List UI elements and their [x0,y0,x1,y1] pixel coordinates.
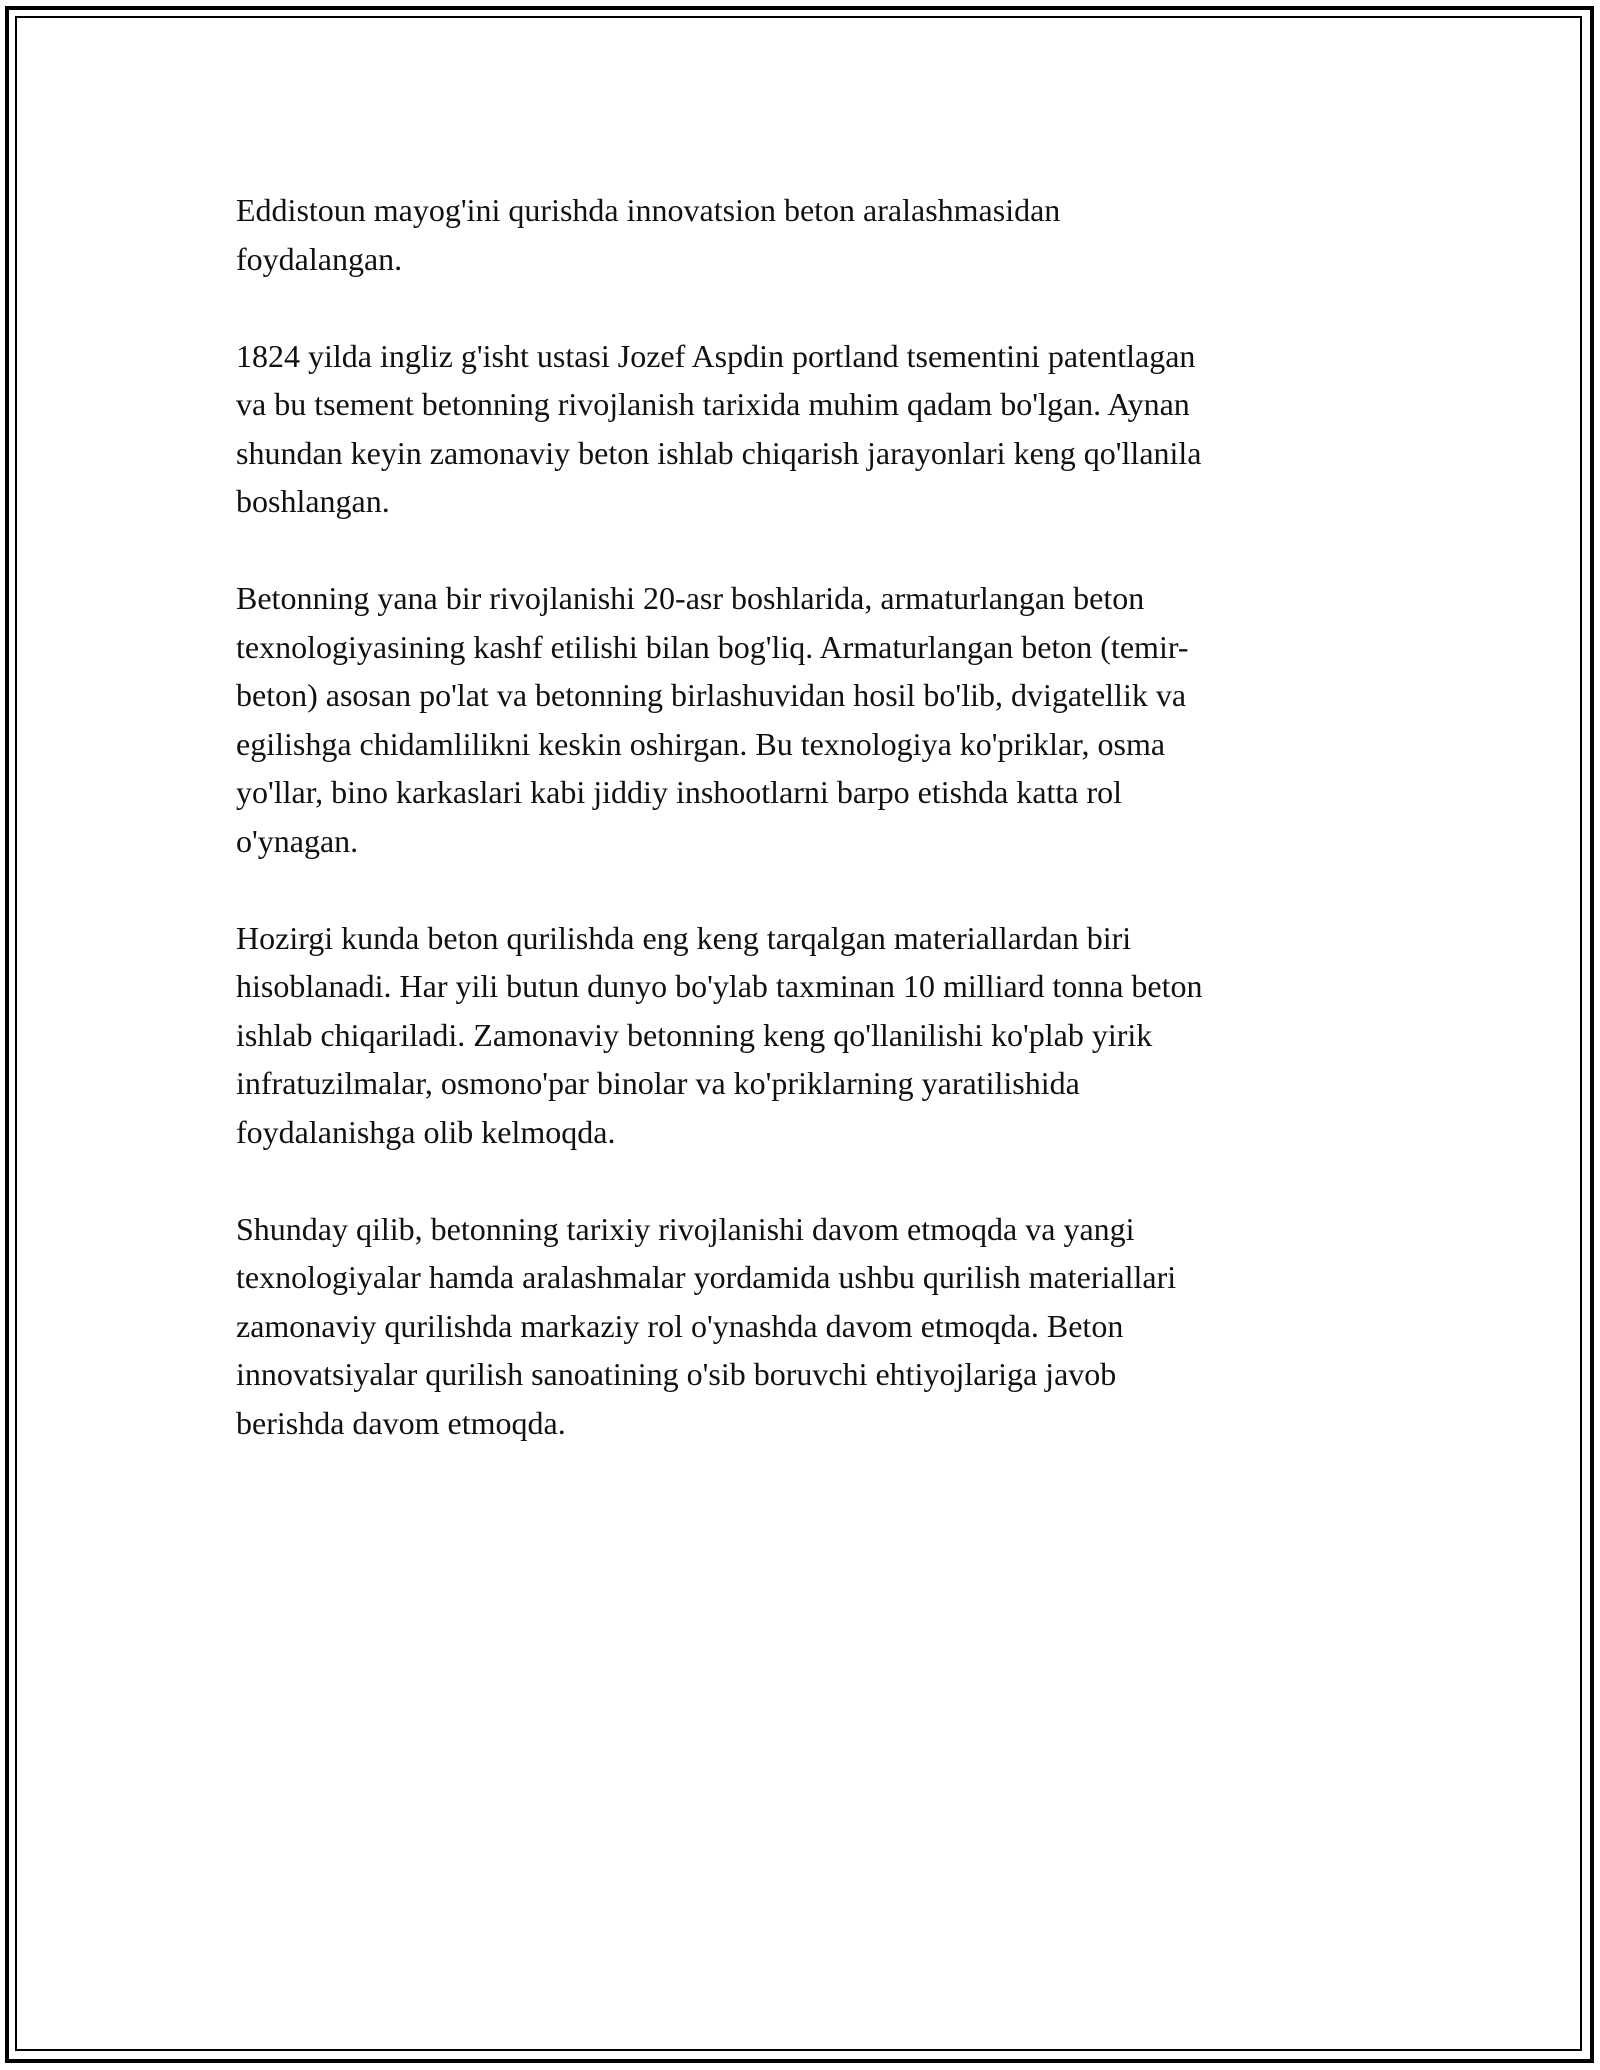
paragraph-1: Eddistoun mayog'ini qurishda innovatsion beton aralashmasidan foydalangan. [236,192,1061,277]
paragraph-5: Shunday qilib, betonning tarixiy rivojlanishi davom etmoqda va yangi texnologiyalar hamda aralashmalar yordamida ushbu qurilish materiallari zamonaviy qurilishda markaziy rol o'ynashda davom etmoqda. Beton innovatsiyalar qurilish sanoatining o'sib boruvchi ehtiyojlariga javob berishda davom etmoqda. [236,1210,1177,1441]
paragraph-4: Hozirgi kunda beton qurilishda eng keng tarqalgan materiallardan biri hisoblanadi. Har yili butun dunyo bo'ylab taxminan 10 milliard tonna beton ishlab chiqariladi. Zamonaviy betonning keng qo'llanilishi ko'plab yirik infratuzilmalar, osmono'par binolar va ko'priklarning yaratilishida foydalanishga olib kelmoqda. [236,919,1203,1150]
document-body [236,186,1356,1496]
paragraph-2: 1824 yilda ingliz g'isht ustasi Jozef Aspdin portland tsementini patentlagan va bu tsement betonning rivojlanish tarixida muhim qadam bo'lgan. Aynan shundan keyin zamonaviy beton ishlab chiqarish jarayonlari keng qo'llanila boshlangan. [236,337,1202,519]
paragraph-3: Betonning yana bir rivojlanishi 20-asr boshlarida, armaturlangan beton texnologiyasining kashf etilishi bilan bog'liq. Armaturlangan beton (temir- beton) asosan po'lat va betonning birlashuvidan hosil bo'lib, dvigatellik va egilishga chidamlilikni keskin oshirgan. Bu texnologiya ko'priklar, osma yo'llar, bino karkaslari kabi jiddiy inshootlarni barpo etishda katta rol o'ynagan. [236,580,1189,859]
